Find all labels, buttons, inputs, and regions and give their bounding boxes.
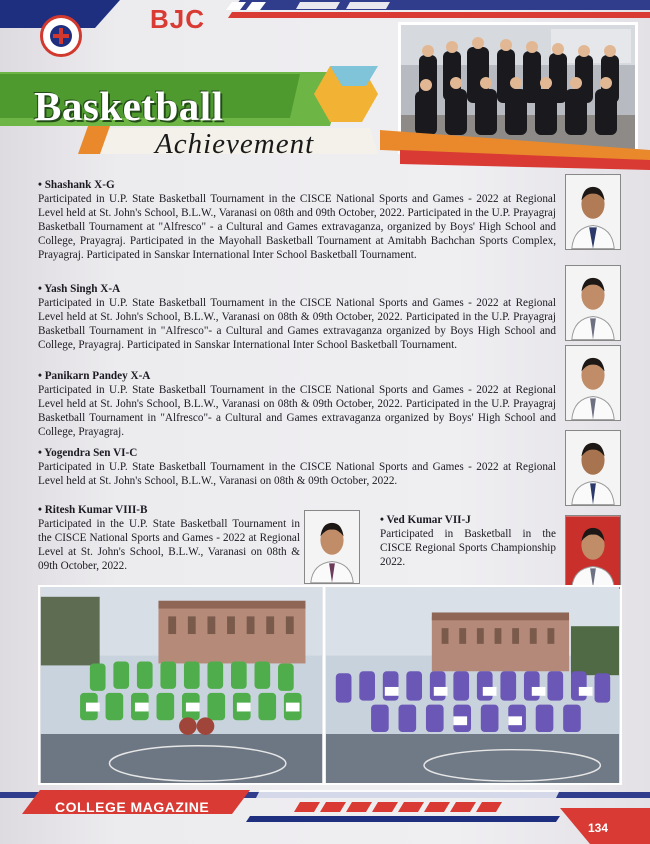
- page-subtitle: Achievement: [155, 128, 315, 160]
- student-portrait: [565, 515, 621, 589]
- student-portrait: [565, 174, 621, 250]
- student-description: Participated in U.P. State Basketball Tournament in the CISCE National Sports and Games - 2022 at Regional Level held at St. John's School, B.L.W., Varanasi on 08th and 09th October, 2022. Participated in the U.P. Prayagraj Basketball Tournament at "Alfresco" - a Cultural and Games extravaganza, organized by Boys' High School and College, Prayagraj. Participated in the Mayohall Basketball Tournament at Amitabh Bachchan Sports Complex, Prayagraj. Participated in Sanskar International Inter School Basketball Tournament.: [38, 193, 556, 261]
- student-name: • Ved Kumar VII-J: [380, 514, 471, 526]
- student-portrait: [565, 430, 621, 506]
- student-name: • Shashank X-G: [38, 179, 115, 191]
- page-number: 134: [588, 821, 609, 835]
- student-description: Participated in U.P. State Basketball Tournament in the CISCE National Sports and Games - 2022 at Regional Level held at St. John's School, B.L.W., Varanasi on 08th & 09th October, 2022. Participated in the U.P. Prayagraj Basketball Tournament in "Alfresco"- a Cultural and Games extravaganza organized by Boys' High School and College, Prayagraj.: [38, 384, 556, 438]
- page-title: Basketball: [34, 83, 224, 129]
- student-description: Participated in U.P. State Basketball Tournament in the CISCE National Sports and Games - 2022 at Regional Level held at St. John's School, B.L.W., Varanasi on 08th & 09th October, 2022.: [38, 461, 556, 487]
- group-photo-left: [38, 585, 325, 785]
- student-portrait: [304, 510, 360, 584]
- crest-icon: [50, 25, 72, 47]
- student-description: Participated in the U.P. State Basketball Tournament in the CISCE National Sports and Games - 2022 at Regional Level at St. John's School, B.L.W., Varanasi on 08th & 09th October, 2022.: [38, 518, 300, 572]
- school-logo: [40, 15, 82, 57]
- student-description: Participated in U.P. State Basketball Tournament in the CISCE National Sports and Games - 2022 at Regional Level held at St. John's School, B.L.W., Varanasi on 08th & 09th October, 2022. Participated in the U.P. Prayagraj Basketball Tournament in "Alfresco"- a Cultural and Games extravaganza organized by Boys High School and College, Prayagraj. Participated in Sanskar International Inter School Basketball Tournament.: [38, 297, 556, 351]
- student-portrait: [565, 345, 621, 421]
- student-name: • Yash Singh X-A: [38, 283, 121, 295]
- student-name: • Panikarn Pandey X-A: [38, 370, 151, 382]
- student-entry: [38, 178, 556, 262]
- student-entry: [38, 369, 556, 439]
- student-portrait: [565, 265, 621, 341]
- student-name: • Ritesh Kumar VIII-B: [38, 504, 148, 516]
- student-entry: [38, 503, 300, 573]
- title-accent: [380, 120, 650, 170]
- footer-label: COLLEGE MAGAZINE: [55, 799, 210, 815]
- group-photo-right: [323, 585, 622, 785]
- student-entry: [38, 446, 556, 488]
- student-entry: [380, 513, 556, 569]
- student-name: • Yogendra Sen VI-C: [38, 447, 138, 459]
- footer-band: [0, 786, 650, 844]
- student-description: Participated in Basketball in the CISCE Regional Sports Championship 2022.: [380, 528, 556, 568]
- brand-text: BJC: [150, 4, 206, 34]
- student-entry: [38, 282, 556, 352]
